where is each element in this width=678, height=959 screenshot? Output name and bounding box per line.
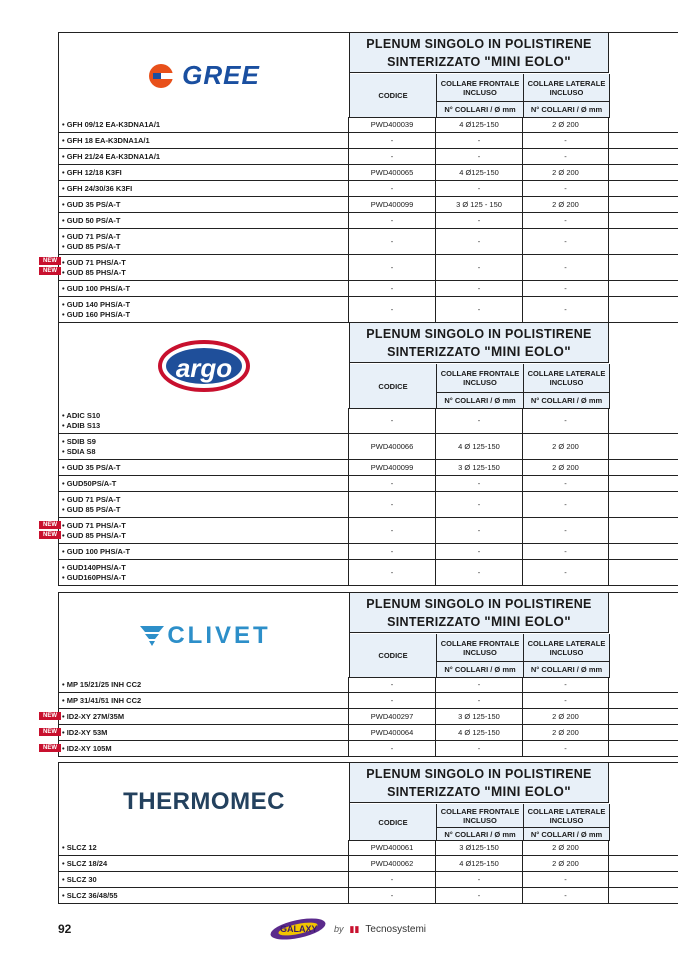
codice-cell: - [349, 741, 436, 756]
model-name: • GUD 160 PHS/A-T [62, 309, 131, 319]
frontale-cell: - [436, 297, 523, 322]
empty-cell [609, 181, 678, 196]
table-row [59, 434, 678, 460]
codice-cell: - [349, 213, 436, 228]
model-cell [59, 297, 349, 322]
model-name: • ADIB S13 [62, 420, 101, 430]
model-name: • GUD 85 PHS/A-T [62, 530, 126, 540]
model-cell [59, 181, 349, 196]
laterale-cell: 2 Ø 200 [523, 165, 609, 180]
codice-cell: - [349, 133, 436, 148]
empty-cell [609, 560, 678, 585]
empty-cell [609, 741, 678, 756]
col-frontale: COLLARE FRONTALE INCLUSO [437, 804, 524, 828]
argo-section [43, 322, 678, 584]
model-cell [59, 434, 349, 459]
model-cell [59, 460, 349, 475]
table-row [59, 677, 678, 693]
model-cell [59, 872, 349, 887]
table-row [43, 518, 678, 544]
codice-cell: - [349, 255, 436, 280]
frontale-cell: 4 Ø125-150 [436, 117, 523, 132]
laterale-cell: 2 Ø 200 [523, 434, 609, 459]
model-name: • GUD 71 PS/A-T [62, 494, 121, 504]
sub-frontale: N° COLLARI / Ø mm [437, 662, 524, 678]
col-codice: CODICE [350, 74, 437, 118]
new-badge: NEW [39, 267, 61, 275]
empty-cell [609, 133, 678, 148]
frontale-cell: 3 Ø 125-150 [436, 709, 523, 724]
clivet-logo-icon [137, 623, 167, 649]
table-row [59, 856, 678, 872]
model-cell [59, 229, 349, 254]
sub-frontale: N° COLLARI / Ø mm [437, 102, 524, 118]
model-name: • SLCZ 18/24 [62, 858, 108, 868]
empty-cell [609, 408, 678, 433]
tecnosystemi-text: Tecnosystemi [365, 923, 426, 935]
codice-cell: - [349, 693, 436, 708]
clivet-rows [43, 677, 678, 757]
new-badge: NEW [39, 521, 61, 529]
model-name: • SDIB S9 [62, 436, 96, 446]
table-row [59, 213, 678, 229]
codice-cell: - [349, 544, 436, 559]
model-name: • GFH 21/24 EA-K3DNA1A/1 [62, 151, 161, 161]
codice-cell: - [349, 492, 436, 517]
frontale-cell: 3 Ø 125-150 [436, 460, 523, 475]
col-laterale: COLLARE LATERALE INCLUSO [524, 364, 610, 393]
codice-cell: - [349, 149, 436, 164]
laterale-cell: 2 Ø 200 [523, 460, 609, 475]
model-name: • GUD 100 PHS/A-T [62, 546, 131, 556]
sub-laterale: N° COLLARI / Ø mm [524, 393, 610, 409]
table-row [59, 693, 678, 709]
frontale-cell: - [436, 677, 523, 692]
col-frontale: COLLARE FRONTALE INCLUSO [437, 74, 524, 102]
frontale-cell: - [436, 560, 523, 585]
title-line2b: "MINI EOLO" [484, 54, 571, 69]
empty-cell [609, 255, 678, 280]
thermomec-rows [58, 840, 678, 904]
empty-cell [609, 476, 678, 491]
galaxy-text: GALAXY [280, 924, 318, 934]
codice-cell: - [349, 281, 436, 296]
frontale-cell: - [436, 229, 523, 254]
empty-cell [609, 492, 678, 517]
model-cell [59, 741, 349, 756]
gree-logo [59, 33, 350, 118]
laterale-cell: - [523, 133, 609, 148]
laterale-cell: - [523, 213, 609, 228]
laterale-cell: - [523, 408, 609, 433]
thermomec-title [350, 763, 609, 803]
laterale-cell: 2 Ø 200 [523, 856, 609, 871]
gree-logo-icon [148, 63, 182, 89]
new-badge: NEW [39, 257, 61, 265]
sub-laterale: N° COLLARI / Ø mm [524, 828, 610, 841]
model-name: • GUD50PS/A-T [62, 478, 117, 488]
model-name: • SLCZ 30 [62, 874, 97, 884]
sub-frontale: N° COLLARI / Ø mm [437, 393, 524, 409]
model-cell [59, 518, 349, 543]
model-name: • GFH 09/12 EA-K3DNA1A/1 [62, 119, 161, 129]
table-row [59, 149, 678, 165]
model-name: • GUD 71 PS/A-T [62, 231, 121, 241]
model-cell [59, 888, 349, 903]
empty-cell [609, 213, 678, 228]
col-codice: CODICE [350, 634, 437, 678]
codice-cell: - [349, 518, 436, 543]
laterale-cell: - [523, 560, 609, 585]
title-line2b: "MINI EOLO" [484, 614, 571, 629]
laterale-cell: - [523, 149, 609, 164]
thermomec-header [58, 762, 678, 841]
table-row [59, 297, 678, 323]
empty-cell [609, 297, 678, 322]
laterale-cell: 2 Ø 200 [523, 197, 609, 212]
table-row [59, 197, 678, 213]
model-name: • SDIA S8 [62, 446, 96, 456]
table-row [59, 165, 678, 181]
laterale-cell: - [523, 297, 609, 322]
codice-cell: PWD400062 [349, 856, 436, 871]
codice-cell: PWD400064 [349, 725, 436, 740]
laterale-cell: - [523, 693, 609, 708]
table-row [59, 476, 678, 492]
model-cell [59, 840, 349, 855]
frontale-cell: 4 Ø 125-150 [436, 725, 523, 740]
model-name: • GUD160PHS/A-T [62, 572, 126, 582]
model-name: • GUD 35 PS/A-T [62, 462, 121, 472]
laterale-cell: 2 Ø 200 [523, 709, 609, 724]
empty-cell [609, 460, 678, 475]
model-name: • GUD 85 PHS/A-T [62, 267, 126, 277]
thermomec-logo [59, 763, 350, 841]
codice-cell: - [349, 560, 436, 585]
frontale-cell: - [436, 518, 523, 543]
model-cell [59, 255, 349, 280]
laterale-cell: 2 Ø 200 [523, 840, 609, 855]
codice-cell: PWD400039 [349, 117, 436, 132]
model-name: • GUD 140 PHS/A-T [62, 299, 131, 309]
empty-cell [609, 856, 678, 871]
table-row [59, 117, 678, 133]
table-row [59, 560, 678, 586]
frontale-cell: - [436, 476, 523, 491]
model-cell [59, 281, 349, 296]
model-cell [59, 149, 349, 164]
laterale-cell: - [523, 741, 609, 756]
frontale-cell: 4 Ø 125-150 [436, 434, 523, 459]
gree-header [58, 32, 678, 118]
argo-title [350, 323, 609, 363]
frontale-cell: - [436, 492, 523, 517]
model-name: • GUD 71 PHS/A-T [62, 520, 126, 530]
model-cell [59, 213, 349, 228]
model-name: • MP 31/41/51 INH CC2 [62, 695, 142, 705]
table-row [59, 281, 678, 297]
frontale-cell: - [436, 693, 523, 708]
title-line2a: SINTERIZZATO [387, 785, 481, 799]
new-badge: NEW [39, 531, 61, 539]
laterale-cell: - [523, 492, 609, 517]
empty-cell [609, 709, 678, 724]
laterale-cell: - [523, 544, 609, 559]
model-cell [59, 197, 349, 212]
frontale-cell: - [436, 544, 523, 559]
model-cell [59, 165, 349, 180]
laterale-cell: - [523, 888, 609, 903]
empty-cell [609, 149, 678, 164]
codice-cell: - [349, 476, 436, 491]
laterale-cell: - [523, 181, 609, 196]
argo-rows [43, 408, 678, 586]
gree-section [43, 32, 678, 319]
codice-cell: - [349, 872, 436, 887]
empty-cell [609, 281, 678, 296]
frontale-cell: 4 Ø125-150 [436, 856, 523, 871]
title-line1: PLENUM SINGOLO IN POLISTIRENE [366, 597, 592, 611]
model-cell [59, 492, 349, 517]
gree-title [350, 33, 609, 73]
codice-cell: - [349, 677, 436, 692]
laterale-cell: - [523, 476, 609, 491]
table-row [59, 492, 678, 518]
title-line1: PLENUM SINGOLO IN POLISTIRENE [366, 327, 592, 341]
model-name: • SLCZ 36/48/55 [62, 890, 118, 900]
table-row [59, 133, 678, 149]
empty-cell [609, 544, 678, 559]
clivet-section [43, 592, 678, 756]
table-row [43, 709, 678, 725]
clivet-header [58, 592, 678, 678]
title-line1: PLENUM SINGOLO IN POLISTIRENE [366, 37, 592, 51]
sub-frontale: N° COLLARI / Ø mm [437, 828, 524, 841]
codice-cell: PWD400065 [349, 165, 436, 180]
model-name: • GUD 100 PHS/A-T [62, 283, 131, 293]
empty-cell [609, 518, 678, 543]
laterale-cell: - [523, 677, 609, 692]
clivet-logo [59, 593, 350, 678]
model-cell [59, 709, 349, 724]
frontale-cell: - [436, 281, 523, 296]
model-name: • GUD 35 PS/A-T [62, 199, 121, 209]
empty-cell [609, 888, 678, 903]
title-line2b: "MINI EOLO" [484, 344, 571, 359]
empty-cell [609, 872, 678, 887]
gree-rows [43, 117, 678, 323]
table-row [59, 460, 678, 476]
title-line2a: SINTERIZZATO [387, 615, 481, 629]
tecnosystemi-icon: ▮▮ [349, 923, 360, 934]
frontale-cell: - [436, 888, 523, 903]
empty-cell [609, 840, 678, 855]
table-row [43, 255, 678, 281]
laterale-cell: 2 Ø 200 [523, 725, 609, 740]
laterale-cell: - [523, 872, 609, 887]
codice-cell: PWD400061 [349, 840, 436, 855]
model-name: • SLCZ 12 [62, 842, 97, 852]
model-name: • ID2-XY 105M [62, 743, 112, 753]
model-cell [59, 117, 349, 132]
codice-cell: - [349, 297, 436, 322]
model-name: • ID2-XY 53M [62, 727, 108, 737]
thermomec-brand-text: THERMOMEC [123, 788, 285, 815]
model-name: • GFH 18 EA-K3DNA1A/1 [62, 135, 150, 145]
model-cell [59, 560, 349, 585]
codice-cell: PWD400099 [349, 460, 436, 475]
codice-cell: PWD400066 [349, 434, 436, 459]
table-row [43, 725, 678, 741]
codice-cell: - [349, 888, 436, 903]
frontale-cell: - [436, 872, 523, 887]
model-cell [59, 133, 349, 148]
frontale-cell: - [436, 741, 523, 756]
clivet-brand-text: CLIVET [167, 621, 271, 649]
empty-cell [609, 677, 678, 692]
model-name: • GUD 50 PS/A-T [62, 215, 121, 225]
model-cell [59, 693, 349, 708]
model-cell [59, 408, 349, 433]
frontale-cell: - [436, 255, 523, 280]
laterale-cell: - [523, 229, 609, 254]
empty-cell [609, 117, 678, 132]
model-name: • GUD140PHS/A-T [62, 562, 126, 572]
title-line1: PLENUM SINGOLO IN POLISTIRENE [366, 767, 592, 781]
col-codice: CODICE [350, 804, 437, 841]
codice-cell: - [349, 229, 436, 254]
model-name: • GUD 85 PS/A-T [62, 241, 121, 251]
empty-cell [609, 165, 678, 180]
col-codice: CODICE [350, 364, 437, 409]
page-number: 92 [58, 922, 72, 936]
sub-laterale: N° COLLARI / Ø mm [524, 662, 610, 678]
sub-laterale: N° COLLARI / Ø mm [524, 102, 610, 118]
model-cell [59, 725, 349, 740]
frontale-cell: - [436, 408, 523, 433]
model-name: • ID2-XY 27M/35M [62, 711, 125, 721]
clivet-title [350, 593, 609, 633]
empty-cell [609, 197, 678, 212]
empty-cell [609, 725, 678, 740]
laterale-cell: - [523, 281, 609, 296]
model-name: • GFH 24/30/36 K3FI [62, 183, 133, 193]
new-badge: NEW [39, 728, 61, 736]
argo-logo [59, 323, 350, 409]
table-row [59, 888, 678, 904]
codice-cell: PWD400099 [349, 197, 436, 212]
new-badge: NEW [39, 744, 61, 752]
frontale-cell: 4 Ø125-150 [436, 165, 523, 180]
col-frontale: COLLARE FRONTALE INCLUSO [437, 634, 524, 662]
table-row [59, 872, 678, 888]
table-row [59, 229, 678, 255]
model-name: • GUD 71 PHS/A-T [62, 257, 126, 267]
model-name: • GUD 85 PS/A-T [62, 504, 121, 514]
title-line2a: SINTERIZZATO [387, 55, 481, 69]
col-laterale: COLLARE LATERALE INCLUSO [524, 74, 610, 102]
model-cell [59, 677, 349, 692]
empty-cell [609, 693, 678, 708]
laterale-cell: - [523, 255, 609, 280]
argo-brand-text: argo [175, 353, 233, 383]
model-name: • ADIC S10 [62, 410, 101, 420]
model-cell [59, 544, 349, 559]
table-row [59, 181, 678, 197]
new-badge: NEW [39, 712, 61, 720]
frontale-cell: - [436, 149, 523, 164]
model-cell [59, 476, 349, 491]
laterale-cell: 2 Ø 200 [523, 117, 609, 132]
model-cell [59, 856, 349, 871]
gree-brand-text: GREE [182, 60, 260, 90]
table-row [59, 408, 678, 434]
argo-header [58, 322, 678, 409]
thermomec-section [58, 762, 678, 904]
frontale-cell: - [436, 133, 523, 148]
codice-cell: - [349, 408, 436, 433]
footer-brand [268, 917, 426, 941]
table-row [59, 840, 678, 856]
model-name: • GFH 12/18 K3FI [62, 167, 122, 177]
empty-cell [609, 229, 678, 254]
model-name: • MP 15/21/25 INH CC2 [62, 679, 142, 689]
codice-cell: PWD400297 [349, 709, 436, 724]
frontale-cell: - [436, 181, 523, 196]
frontale-cell: 3 Ø 125 - 150 [436, 197, 523, 212]
empty-cell [609, 434, 678, 459]
laterale-cell: - [523, 518, 609, 543]
table-row [43, 741, 678, 757]
col-frontale: COLLARE FRONTALE INCLUSO [437, 364, 524, 393]
title-line2b: "MINI EOLO" [484, 784, 571, 799]
title-line2a: SINTERIZZATO [387, 345, 481, 359]
frontale-cell: - [436, 213, 523, 228]
codice-cell: - [349, 181, 436, 196]
col-laterale: COLLARE LATERALE INCLUSO [524, 634, 610, 662]
col-laterale: COLLARE LATERALE INCLUSO [524, 804, 610, 828]
table-row [59, 544, 678, 560]
frontale-cell: 3 Ø125-150 [436, 840, 523, 855]
by-text: by [334, 924, 344, 934]
